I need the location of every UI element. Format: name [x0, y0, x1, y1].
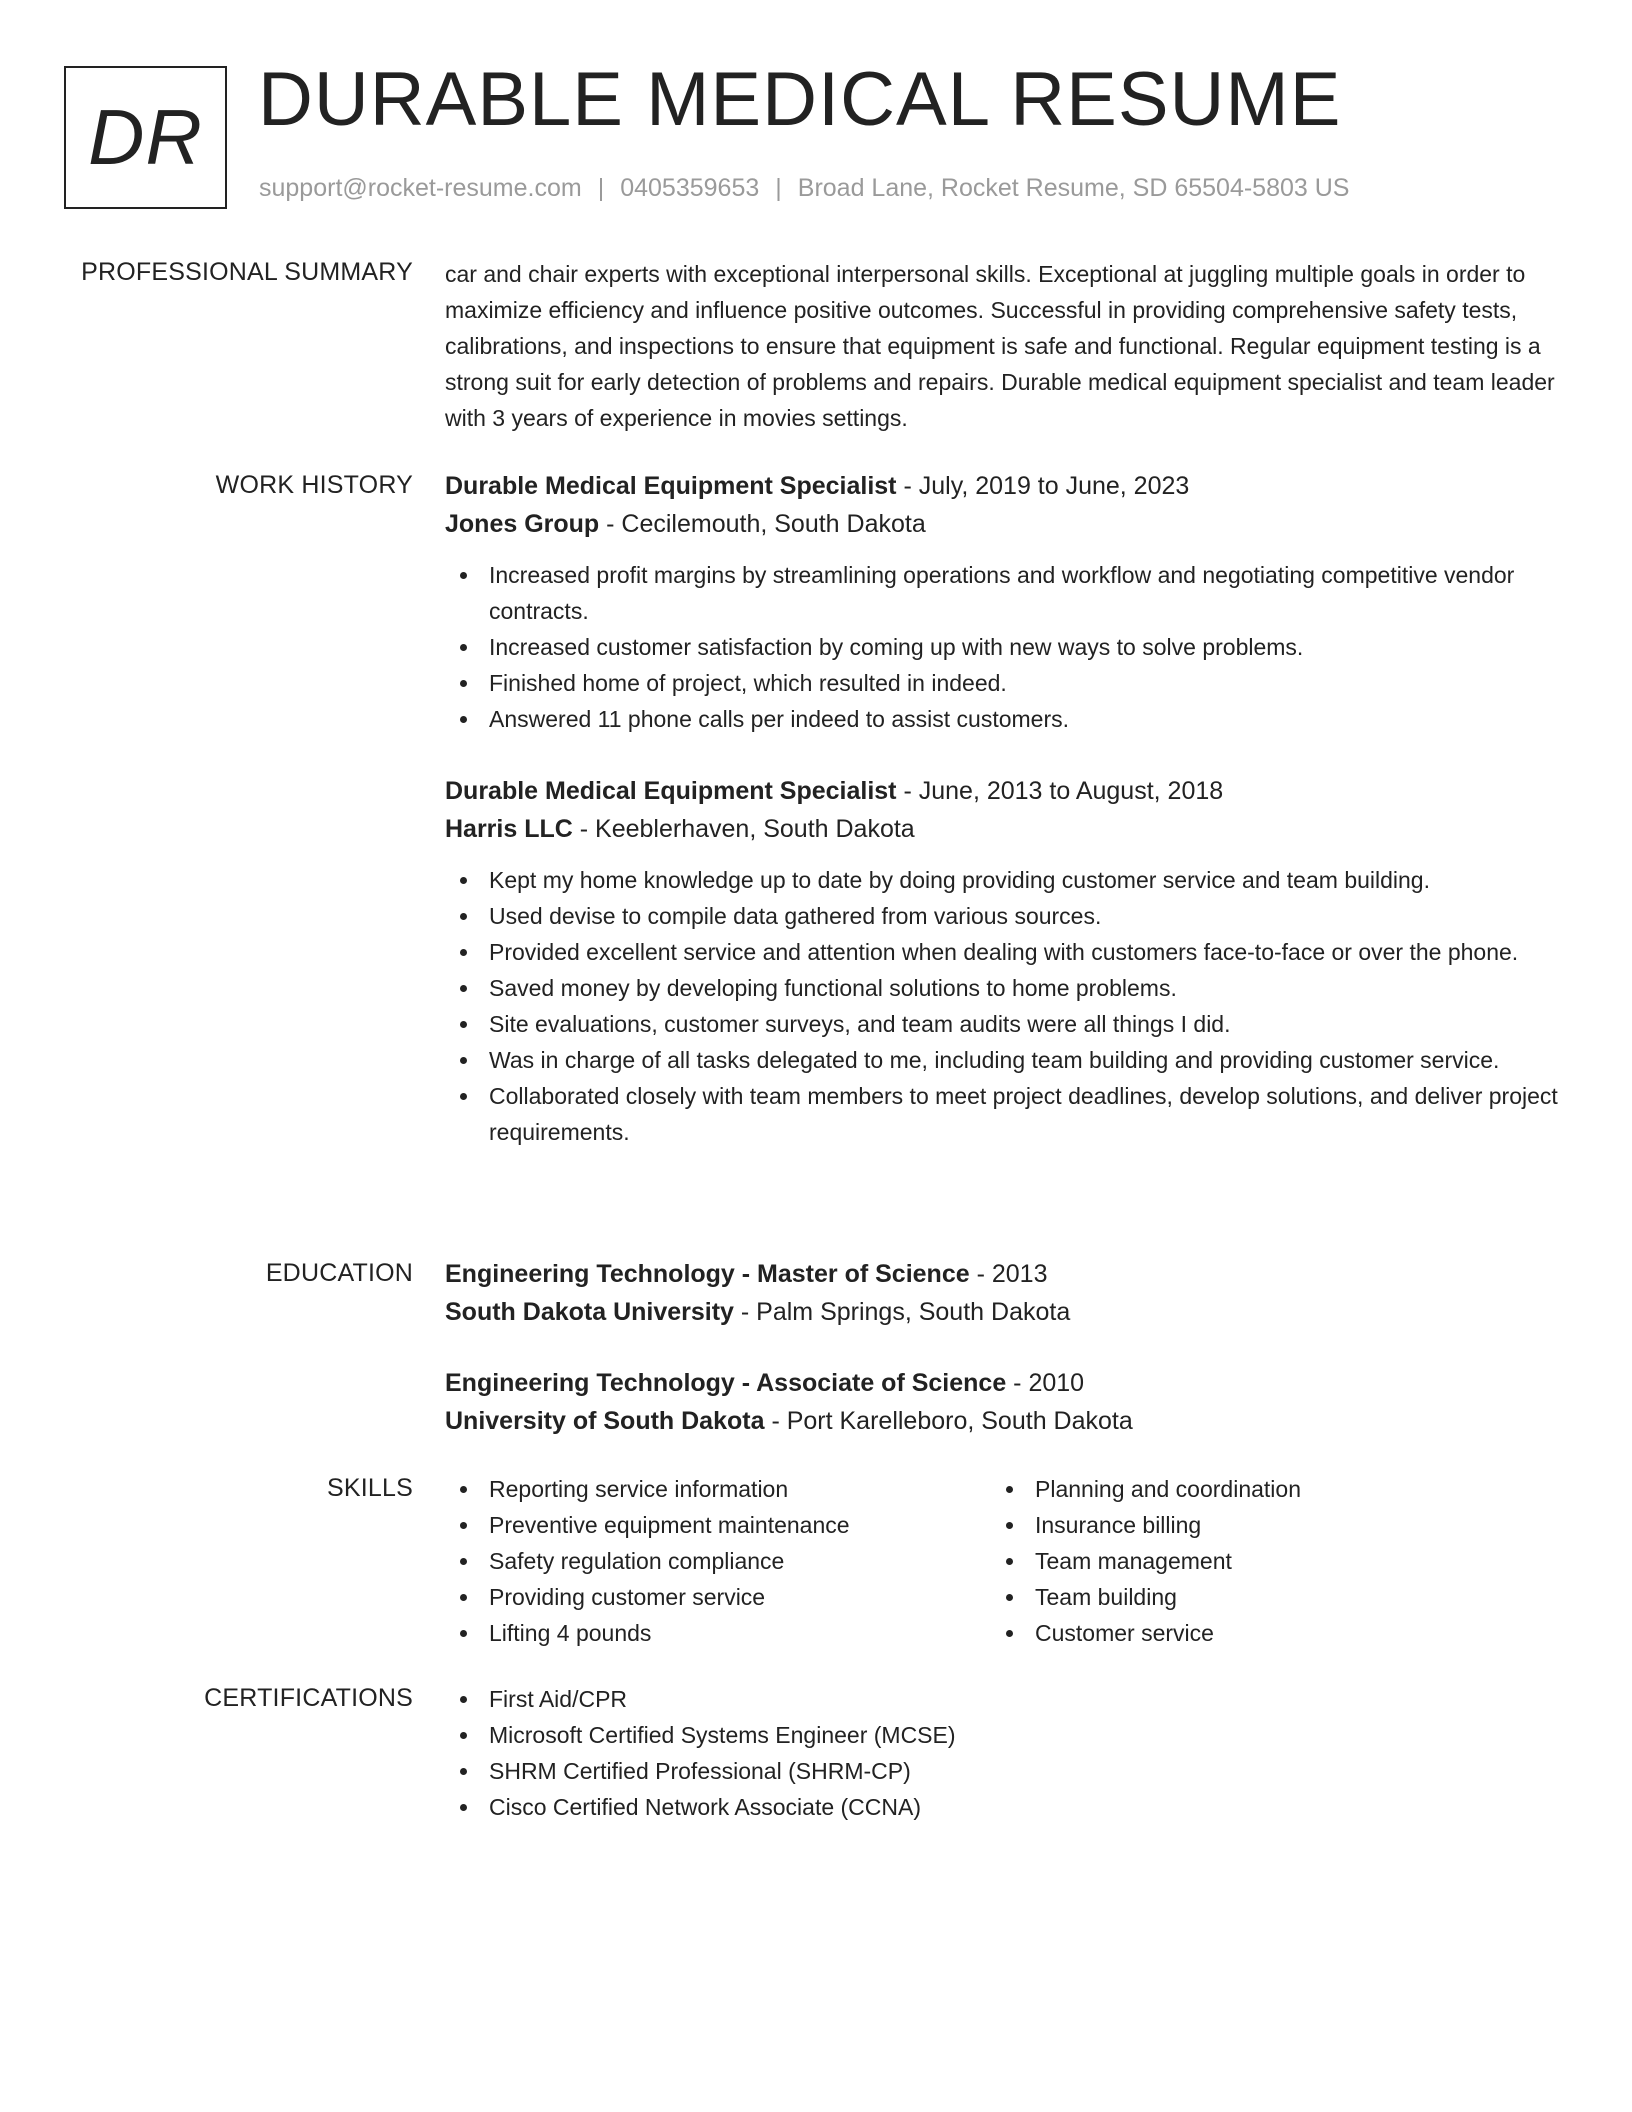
education-degree-line	[445, 1364, 1565, 1402]
section-label-summary: PROFESSIONAL SUMMARY	[81, 258, 413, 286]
contact-email: support@rocket-resume.com	[259, 174, 582, 202]
education-degree-line	[445, 1255, 1565, 1293]
skills-list-right	[991, 1471, 1537, 1651]
job-company-line	[445, 810, 1565, 848]
section-label-certifications: CERTIFICATIONS	[204, 1684, 413, 1712]
contact-phone: 0405359653	[620, 174, 760, 202]
skill-item: Lifting 4 pounds	[445, 1615, 991, 1651]
education-entry	[445, 1255, 1565, 1331]
skills-grid	[445, 1471, 1565, 1651]
section-label-skills: SKILLS	[327, 1474, 413, 1502]
certification-item: First Aid/CPR	[445, 1681, 1565, 1717]
education-location: - Port Karelleboro, South Dakota	[764, 1407, 1133, 1435]
job-bullet: Used devise to compile data gathered from various sources.	[445, 898, 1565, 934]
summary-section	[445, 256, 1565, 436]
job-entry	[445, 772, 1565, 1150]
resume-name: DURABLE MEDICAL RESUME	[258, 57, 1342, 142]
job-bullets	[445, 557, 1565, 737]
job-dates: - June, 2013 to August, 2018	[896, 777, 1224, 805]
skill-item: Customer service	[991, 1615, 1537, 1651]
education-school-line	[445, 1402, 1565, 1440]
contact-separator: |	[775, 174, 782, 202]
section-label-education: EDUCATION	[265, 1259, 413, 1287]
job-bullet: Increased customer satisfaction by coming up with new ways to solve problems.	[445, 629, 1565, 665]
job-bullets	[445, 862, 1565, 1150]
skill-item: Insurance billing	[991, 1507, 1537, 1543]
summary-text: car and chair experts with exceptional interpersonal skills. Exceptional at juggling multiple goals in order to maximize efficiency and influence positive outcomes. Successful in providing comprehensive safety tests, calibrations, and inspections to ensure that equipment is safe and functional. Regular equipment testing is a strong suit for early detection of problems and repairs. Durable medical equipment specialist and team leader with 3 years of experience in movies settings.	[445, 261, 1555, 431]
job-bullet: Provided excellent service and attention when dealing with customers face-to-face or over the phone.	[445, 934, 1565, 970]
certification-item: Microsoft Certified Systems Engineer (MCSE)	[445, 1717, 1565, 1753]
education-degree: Engineering Technology - Associate of Science	[445, 1369, 1007, 1397]
job-title: Durable Medical Equipment Specialist	[445, 777, 897, 805]
job-bullet: Site evaluations, customer surveys, and team audits were all things I did.	[445, 1006, 1565, 1042]
certification-item: SHRM Certified Professional (SHRM-CP)	[445, 1753, 1565, 1789]
skill-item: Team management	[991, 1543, 1537, 1579]
skill-item: Preventive equipment maintenance	[445, 1507, 991, 1543]
education-school: South Dakota University	[445, 1298, 734, 1326]
education-degree: Engineering Technology - Master of Science	[445, 1260, 970, 1288]
certifications-section	[445, 1681, 1565, 1825]
contact-separator: |	[597, 174, 605, 202]
job-title: Durable Medical Equipment Specialist	[445, 472, 897, 500]
job-bullet: Kept my home knowledge up to date by doing providing customer service and team building.	[445, 862, 1565, 898]
job-bullet: Finished home of project, which resulted in indeed.	[445, 665, 1565, 701]
contact-line	[259, 174, 1349, 203]
skill-item: Providing customer service	[445, 1579, 991, 1615]
job-location: - Keeblerhaven, South Dakota	[572, 815, 915, 843]
job-bullet: Saved money by developing functional solutions to home problems.	[445, 970, 1565, 1006]
job-company: Harris LLC	[445, 815, 573, 843]
monogram-logo: DR	[64, 66, 227, 209]
education-location: - Palm Springs, South Dakota	[733, 1298, 1071, 1326]
education-year: - 2010	[1006, 1369, 1085, 1397]
job-location: - Cecilemouth, South Dakota	[599, 510, 926, 538]
job-bullet: Was in charge of all tasks delegated to me, including team building and providing customer service.	[445, 1042, 1565, 1078]
education-entry	[445, 1364, 1565, 1440]
skill-item: Safety regulation compliance	[445, 1543, 991, 1579]
job-title-line	[445, 772, 1565, 810]
education-school-line	[445, 1293, 1565, 1331]
job-bullet: Increased profit margins by streamlining operations and workflow and negotiating competitive vendor contracts.	[445, 557, 1565, 629]
job-bullet: Answered 11 phone calls per indeed to assist customers.	[445, 701, 1565, 737]
section-label-work-history: WORK HISTORY	[215, 471, 413, 499]
job-dates: - July, 2019 to June, 2023	[896, 472, 1190, 500]
job-company-line	[445, 505, 1565, 543]
education-year: - 2013	[969, 1260, 1048, 1288]
job-bullet: Collaborated closely with team members to meet project deadlines, develop solutions, and deliver project requirements.	[445, 1078, 1565, 1150]
education-school: University of South Dakota	[445, 1407, 765, 1435]
certification-item: Cisco Certified Network Associate (CCNA)	[445, 1789, 1565, 1825]
skill-item: Planning and coordination	[991, 1471, 1537, 1507]
job-company: Jones Group	[445, 510, 600, 538]
skill-item: Team building	[991, 1579, 1537, 1615]
skills-section	[445, 1471, 1565, 1651]
skill-item: Reporting service information	[445, 1471, 991, 1507]
job-entry	[445, 467, 1565, 737]
contact-address: Broad Lane, Rocket Resume, SD 65504-5803 US	[797, 174, 1350, 202]
certifications-list	[445, 1681, 1565, 1825]
job-title-line	[445, 467, 1565, 505]
skills-list-left	[445, 1471, 991, 1651]
